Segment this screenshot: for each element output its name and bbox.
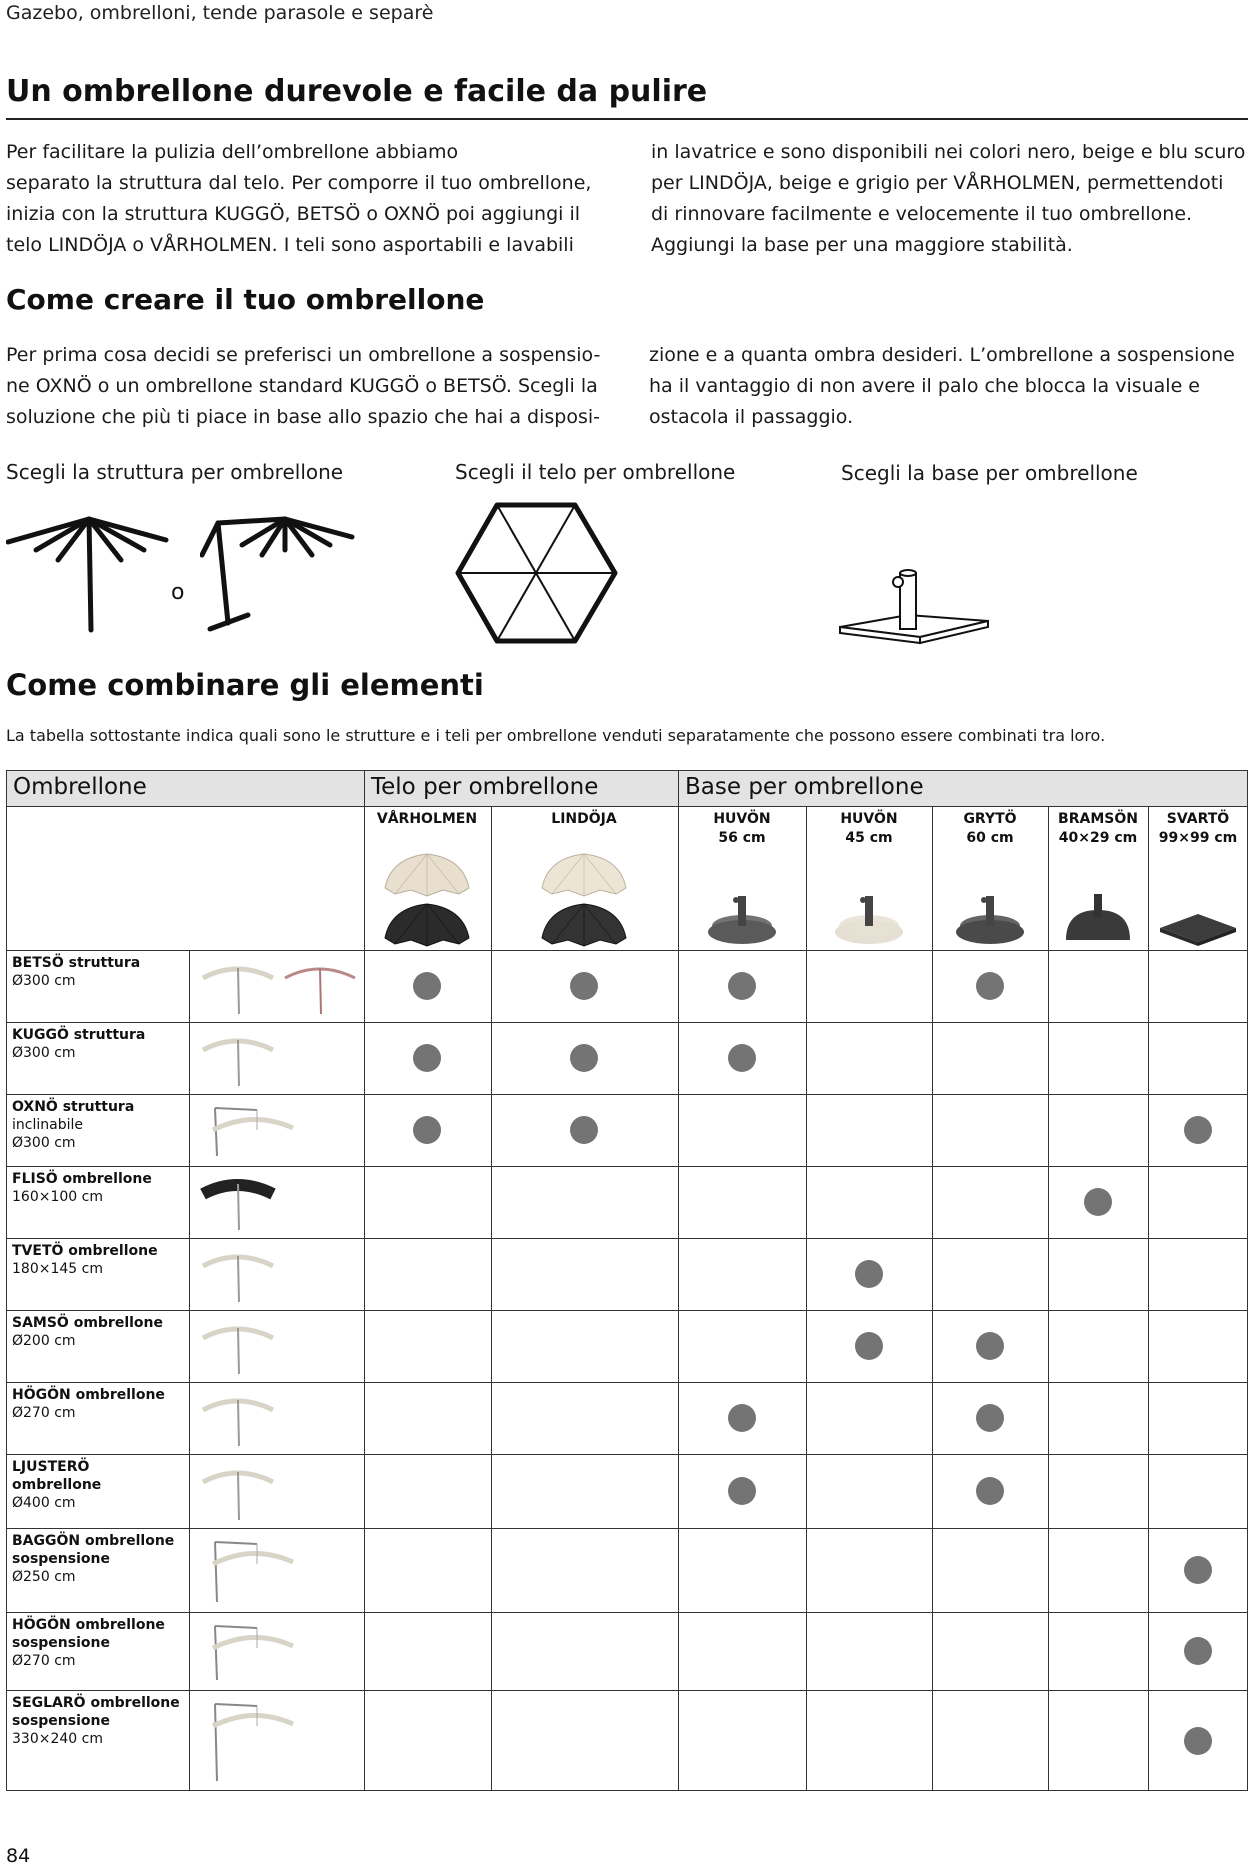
table-grid-line — [189, 950, 190, 1791]
intro-right-column — [651, 137, 1249, 261]
create-right-line: ha il vantaggio di non avere il palo che blocca la visuale e — [649, 375, 1200, 397]
table-grid-line — [6, 1094, 1248, 1095]
table-grid-line — [678, 770, 679, 806]
table-grid-line — [932, 806, 933, 1791]
create-left-column — [6, 340, 626, 433]
compatibility-dot — [413, 1116, 441, 1144]
table-grid-line — [6, 1612, 1248, 1613]
table-row-label — [12, 954, 140, 990]
column-size-label: 56 cm — [718, 830, 766, 846]
row-product-image — [193, 1100, 363, 1160]
compatibility-dot — [1184, 1116, 1212, 1144]
compatibility-dot — [570, 1116, 598, 1144]
row-product-name: LJUSTERÖ ombrellone — [12, 1459, 102, 1493]
create-left-line: soluzione che più ti piace in base allo spazio che hai a disposi- — [6, 406, 600, 428]
column-size-label: 45 cm — [845, 830, 893, 846]
hexagon-canopy-icon — [455, 500, 625, 650]
compatibility-dot — [976, 972, 1004, 1000]
compatibility-dot — [976, 1404, 1004, 1432]
compatibility-dot — [1184, 1727, 1212, 1755]
page-title: Un ombrellone durevole e facile da pulire — [6, 74, 708, 109]
intro-left-line: separato la struttura dal telo. Per comporre il tuo ombrellone, — [6, 172, 592, 194]
step-frame-label: Scegli la struttura per ombrellone — [6, 460, 344, 484]
or-label: o — [171, 580, 185, 605]
table-row-label — [12, 1386, 165, 1422]
row-product-image — [193, 1388, 363, 1448]
table-grid-line — [1048, 806, 1049, 1791]
column-size-label: 40×29 cm — [1058, 830, 1138, 846]
compatibility-dot — [728, 1404, 756, 1432]
bramson-base-image — [1058, 888, 1138, 946]
compatibility-dot — [1184, 1637, 1212, 1665]
varholmen-beige-canopy-image — [381, 848, 473, 900]
header-canopy: Telo per ombrellone — [371, 774, 599, 800]
row-product-name: TVETÖ ombrellone — [12, 1243, 158, 1259]
row-product-image — [193, 956, 363, 1016]
step-canopy-label: Scegli il telo per ombrellone — [455, 460, 736, 484]
compatibility-dot — [728, 1477, 756, 1505]
header-product: Ombrellone — [13, 774, 147, 800]
table-grid-line — [6, 770, 7, 1791]
row-product-image — [193, 1696, 363, 1785]
table-header-band — [6, 770, 1248, 806]
row-product-image — [193, 1316, 363, 1376]
column-name — [524, 810, 644, 829]
table-grid-line — [6, 1454, 1248, 1455]
lindoja-beige-canopy-image — [538, 848, 630, 900]
table-grid-line — [6, 1238, 1248, 1239]
column-name-label: VÅRHOLMEN — [376, 811, 478, 827]
compatibility-dot — [1084, 1188, 1112, 1216]
row-product-detail: 160×100 cm — [12, 1189, 103, 1205]
compatibility-dot — [728, 972, 756, 1000]
compatibility-dot — [570, 972, 598, 1000]
row-product-name: SEGLARÖ ombrellone sospensione — [12, 1695, 180, 1729]
column-name — [367, 810, 487, 829]
column-name-label: HUVÖN — [713, 811, 771, 827]
lindoja-black-canopy-image — [538, 898, 630, 950]
section-heading-create: Come creare il tuo ombrellone — [6, 283, 485, 316]
table-row-label — [12, 1314, 163, 1350]
row-product-detail: Ø300 cm — [12, 1135, 76, 1151]
cantilever-frame-icon — [200, 505, 400, 635]
column-name-label: GRYTÖ — [963, 811, 1017, 827]
column-name — [930, 810, 1050, 848]
table-row-label — [12, 1532, 174, 1586]
table-grid-line — [1247, 770, 1248, 1791]
row-product-image — [193, 1534, 363, 1606]
section-heading-combine: Come combinare gli elementi — [6, 668, 484, 702]
table-grid-line — [6, 1022, 1248, 1023]
table-grid-line — [6, 1166, 1248, 1167]
step-base-label: Scegli la base per ombrellone — [841, 461, 1138, 485]
base-icon — [838, 565, 998, 650]
column-name — [682, 810, 802, 848]
column-name-label: BRAMSÖN — [1058, 811, 1138, 827]
table-grid-line — [364, 770, 365, 806]
table-row-label — [12, 1694, 180, 1748]
row-product-detail: Ø270 cm — [12, 1405, 76, 1421]
column-name-label: HUVÖN — [840, 811, 898, 827]
row-product-detail: Ø400 cm — [12, 1495, 76, 1511]
row-product-detail: 330×240 cm — [12, 1731, 103, 1747]
row-product-detail: Ø300 cm — [12, 1045, 76, 1061]
table-grid-line — [6, 770, 1248, 771]
row-product-name: FLISÖ ombrellone — [12, 1171, 152, 1187]
row-product-detail: Ø200 cm — [12, 1333, 76, 1349]
table-grid-line — [6, 806, 1248, 807]
intro-left-line: telo LINDÖJA o VÅRHOLMEN. I teli sono asportabili e lavabili — [6, 234, 574, 256]
compatibility-dot — [413, 972, 441, 1000]
table-grid-line — [6, 1790, 1248, 1791]
row-product-name: SAMSÖ ombrellone — [12, 1315, 164, 1331]
combine-intro: La tabella sottostante indica quali sono le strutture e i teli per ombrellone venduti separatamente che possono essere combinati tra loro. — [6, 726, 1106, 745]
page-number: 84 — [6, 1845, 31, 1867]
table-grid-line — [806, 806, 807, 1791]
row-product-image — [193, 1028, 363, 1088]
table-grid-line — [6, 1382, 1248, 1383]
compatibility-dot — [855, 1332, 883, 1360]
column-name — [1138, 810, 1250, 848]
column-name-label: SVARTÖ — [1166, 811, 1230, 827]
column-size-label: 60 cm — [966, 830, 1014, 846]
table-row-label — [12, 1242, 158, 1278]
table-grid-line — [678, 806, 679, 1791]
row-product-image — [193, 1172, 363, 1232]
table-grid-line — [6, 950, 1248, 951]
row-product-name: KUGGÖ struttura — [12, 1027, 146, 1043]
table-row-label — [12, 1026, 145, 1062]
header-base: Base per ombrellone — [685, 774, 924, 800]
table-grid-line — [6, 1310, 1248, 1311]
intro-left-line: inizia con la struttura KUGGÖ, BETSÖ o OXNÖ poi aggiungi il — [6, 203, 581, 225]
row-product-name: HÖGÖN ombrellone — [12, 1387, 165, 1403]
column-name — [809, 810, 929, 848]
intro-left-line: Per facilitare la pulizia dell’ombrellone abbiamo — [6, 141, 459, 163]
row-product-name: BAGGÖN ombrellone sospensione — [12, 1533, 175, 1567]
svarto-base-image — [1158, 888, 1238, 946]
row-product-name: OXNÖ struttura — [12, 1099, 135, 1115]
row-product-detail: Ø270 cm — [12, 1653, 76, 1669]
row-product-name: HÖGÖN ombrellone sospensione — [12, 1617, 165, 1651]
row-product-detail: Ø250 cm — [12, 1569, 76, 1585]
table-grid-line — [6, 1528, 1248, 1529]
gryto-base-image — [950, 888, 1030, 946]
compatibility-dot — [976, 1477, 1004, 1505]
table-row-label — [12, 1098, 134, 1152]
create-left-line: ne OXNÖ o un ombrellone standard KUGGÖ o BETSÖ. Scegli la — [6, 375, 598, 397]
table-grid-line — [364, 806, 365, 1791]
compatibility-dot — [413, 1044, 441, 1072]
row-product-detail: inclinabile — [12, 1117, 83, 1133]
table-row-label — [12, 1458, 101, 1512]
table-row-label — [12, 1170, 152, 1206]
compatibility-dot — [976, 1332, 1004, 1360]
table-grid-line — [1148, 806, 1149, 1791]
breadcrumb: Gazebo, ombrelloni, tende parasole e separè — [6, 2, 434, 24]
title-divider — [6, 118, 1248, 120]
intro-right-line: in lavatrice e sono disponibili nei colori nero, beige e blu scuro — [651, 141, 1246, 163]
row-product-image — [193, 1244, 363, 1304]
column-name-label: LINDÖJA — [551, 811, 617, 827]
intro-right-line: per LINDÖJA, beige e grigio per VÅRHOLMEN, permettendoti — [651, 172, 1224, 194]
huvon-56-base-image — [702, 888, 782, 946]
row-product-image — [193, 1460, 363, 1522]
table-row-label — [12, 1616, 165, 1670]
varholmen-black-canopy-image — [381, 898, 473, 950]
create-right-line: zione e a quanta ombra desideri. L’ombrellone a sospensione — [649, 344, 1235, 366]
row-product-image — [193, 1618, 363, 1684]
intro-right-line: Aggiungi la base per una maggiore stabilità. — [651, 234, 1073, 256]
table-grid-line — [491, 806, 492, 1791]
table-grid-line — [6, 1690, 1248, 1691]
create-right-line: ostacola il passaggio. — [649, 406, 854, 428]
huvon-45-base-image — [829, 888, 909, 946]
create-right-column — [649, 340, 1249, 433]
create-left-line: Per prima cosa decidi se preferisci un ombrellone a sospensio- — [6, 344, 601, 366]
compatibility-dot — [1184, 1556, 1212, 1584]
row-product-detail: 180×145 cm — [12, 1261, 103, 1277]
intro-left-column — [6, 137, 626, 261]
compatibility-dot — [728, 1044, 756, 1072]
combination-table — [6, 770, 1248, 1791]
column-size-label: 99×99 cm — [1158, 830, 1238, 846]
compatibility-dot — [855, 1260, 883, 1288]
compatibility-dot — [570, 1044, 598, 1072]
row-product-name: BETSÖ struttura — [12, 955, 141, 971]
intro-right-line: di rinnovare facilmente e velocemente il tuo ombrellone. — [651, 203, 1193, 225]
row-product-detail: Ø300 cm — [12, 973, 76, 989]
